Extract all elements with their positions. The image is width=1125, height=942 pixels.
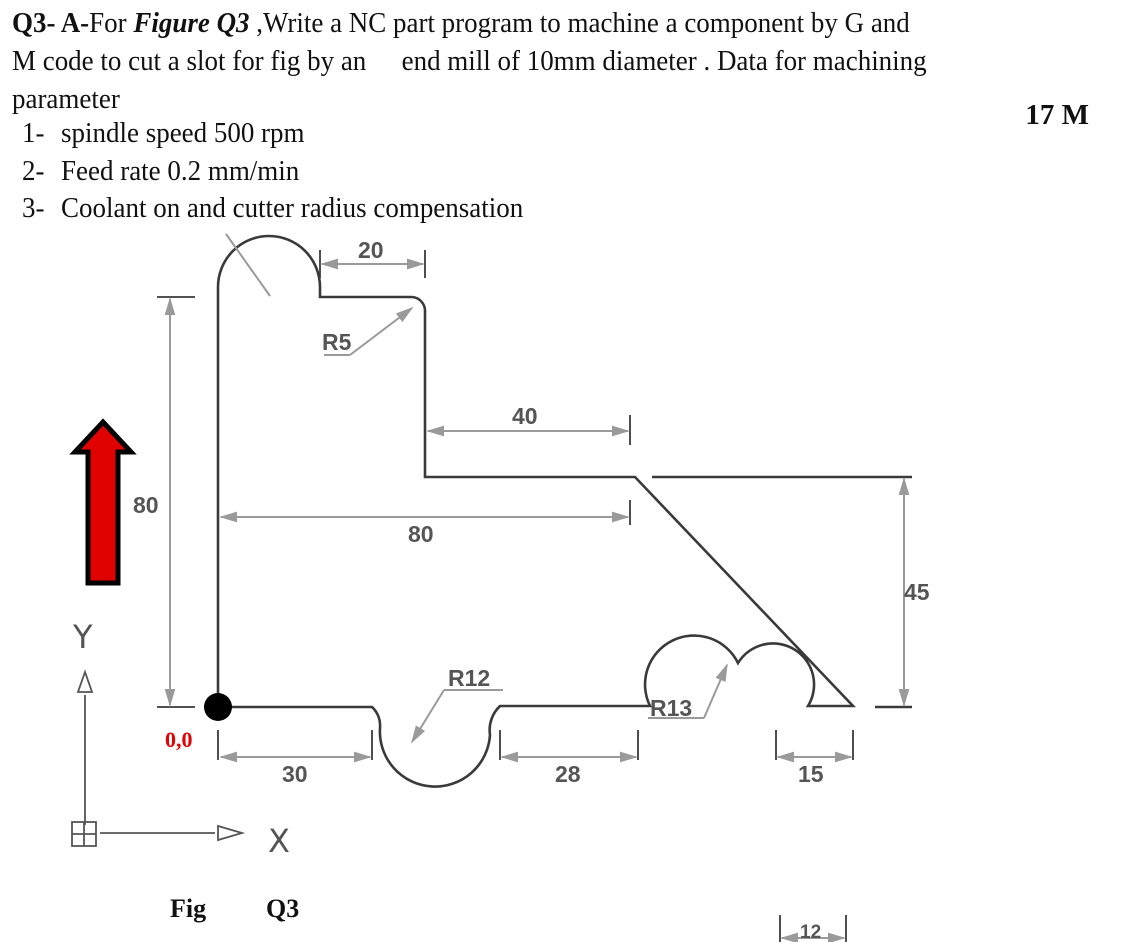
axis-x-label: X — [268, 822, 290, 860]
parameter-number: 3- — [22, 192, 45, 224]
parameter-text: Feed rate 0.2 mm/min — [61, 154, 300, 187]
parameter-number: 1- — [22, 117, 45, 149]
marks-label: 17 M — [1025, 99, 1089, 131]
dim-gap-28: 28 — [555, 761, 581, 787]
direction-arrow-icon — [75, 422, 131, 583]
dim-top-width: 20 — [358, 237, 384, 263]
dim-r5: R5 — [322, 329, 352, 355]
question-part: A- — [60, 7, 90, 39]
parameter-text: Coolant on and cutter radius compensation — [61, 192, 524, 224]
question-intro: For — [89, 7, 134, 39]
origin-point — [204, 693, 232, 721]
dim-right-height: 45 — [904, 579, 930, 605]
dim-gap-30: 30 — [282, 761, 308, 787]
part-outline — [218, 236, 912, 787]
parameter-text: spindle speed 500 rpm — [61, 117, 305, 149]
figure-caption-number: Q3 — [266, 894, 300, 923]
question-label: Q3- — [12, 7, 56, 39]
question-line-2-a: M code to cut a slot for fig by an — [12, 45, 367, 77]
dim-r13: R13 — [650, 695, 693, 721]
dim-r12: R12 — [448, 665, 491, 691]
figure-reference: Figure Q3 — [133, 7, 250, 39]
question-line-1-rest: ,Write a NC part program to machine a component by G and — [249, 7, 910, 39]
dim-step-width: 40 — [512, 403, 538, 429]
question-line-3: parameter — [12, 83, 120, 115]
origin-label: 0,0 — [165, 727, 193, 752]
dim-span: 80 — [408, 521, 434, 547]
dim-height: 80 — [133, 492, 159, 518]
dim-gap-12: 12 — [800, 922, 822, 942]
dim-gap-15: 15 — [798, 761, 824, 787]
question-line-2-b: end mill of 10mm diameter . Data for machining — [401, 45, 927, 77]
parameter-number: 2- — [22, 154, 45, 187]
figure-caption-fig: Fig — [170, 894, 207, 923]
axis-y-label: Y — [73, 618, 93, 656]
